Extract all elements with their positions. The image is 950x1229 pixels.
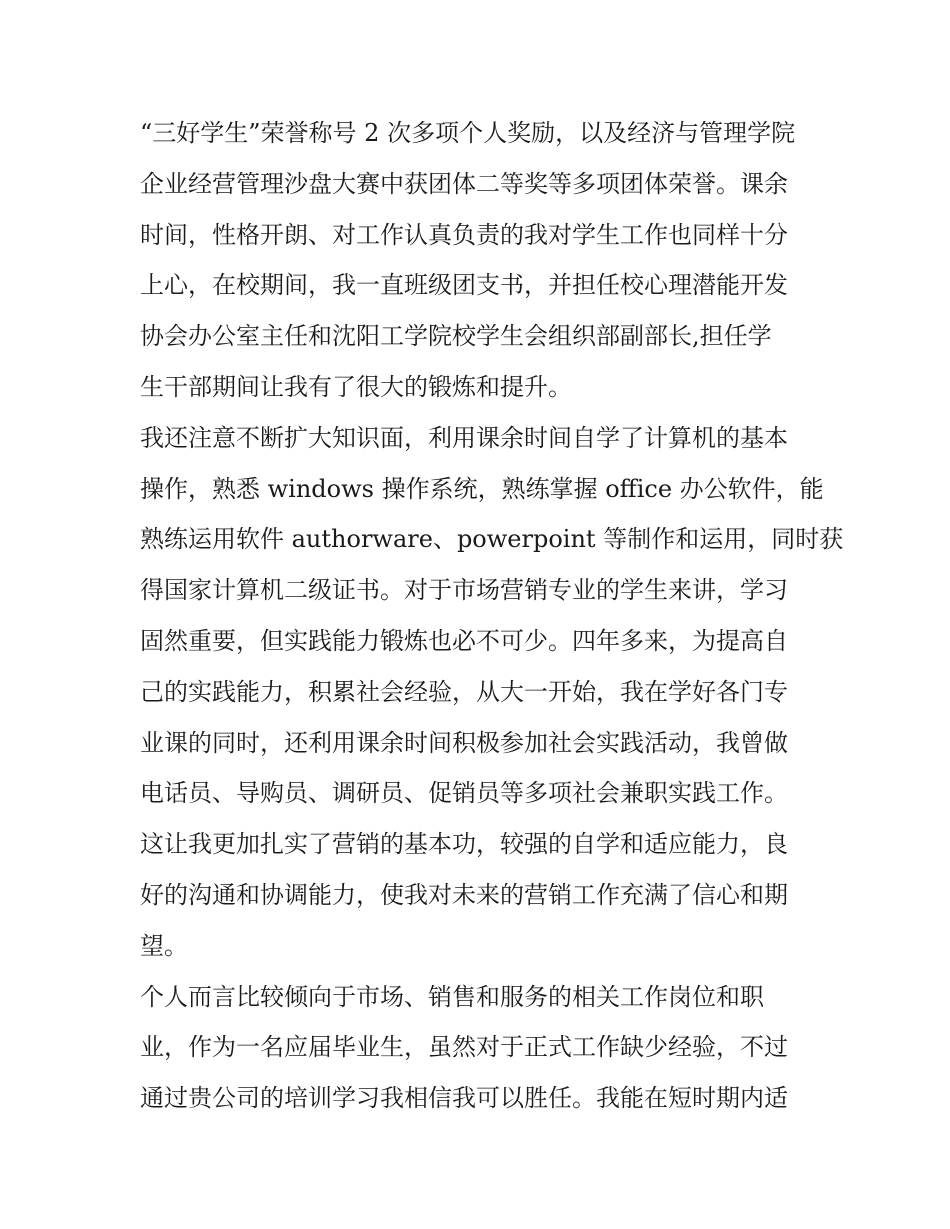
text-line: 得国家计算机二级证书。对于市场营销专业的学生来讲，学习 [140, 576, 788, 605]
text-line: 业课的同时，还利用课余时间积极参加社会实践活动，我曾做 [140, 728, 788, 757]
text-line: 通过贵公司的培训学习我相信我可以胜任。我能在短时期内适 [140, 1084, 788, 1113]
text-line: 上心，在校期间，我一直班级团支书，并担任校心理潜能开发 [140, 271, 788, 300]
text-line: 协会办公室主任和沈阳工学院校学生会组织部副部长,担任学 [140, 322, 772, 351]
text-line: 生干部期间让我有了很大的锻炼和提升。 [140, 372, 572, 401]
text-line: 时间，性格开朗、对工作认真负责的我对学生工作也同样十分 [140, 220, 788, 249]
text-line: 业，作为一名应届毕业生，虽然对于正式工作缺少经验，不过 [140, 1033, 788, 1062]
text-line: 好的沟通和协调能力，使我对未来的营销工作充满了信心和期 [140, 880, 788, 909]
text-line: 企业经营管理沙盘大赛中获团体二等奖等多项团体荣誉。课余 [140, 169, 788, 198]
text-line: 己的实践能力，积累社会经验，从大一开始，我在学好各门专 [140, 677, 788, 706]
text-line: 这让我更加扎实了营销的基本功，较强的自学和适应能力，良 [140, 830, 788, 859]
text-line: 望。 [140, 931, 188, 960]
text-line: 我还注意不断扩大知识面，利用课余时间自学了计算机的基本 [140, 423, 788, 452]
text-line: 熟练运用软件 authorware、powerpoint 等制作和运用，同时获 [140, 525, 844, 554]
text-line: 操作，熟悉 windows 操作系统，熟练掌握 office 办公软件，能 [140, 474, 824, 503]
text-line: 个人而言比较倾向于市场、销售和服务的相关工作岗位和职 [140, 982, 764, 1011]
text-line: “三好学生”荣誉称号 2 次多项个人奖励，以及经济与管理学院 [140, 119, 796, 147]
document-body [140, 108, 844, 1124]
text-line: 电话员、导购员、调研员、促销员等多项社会兼职实践工作。 [140, 779, 788, 808]
text-line: 固然重要，但实践能力锻炼也必不可少。四年多来，为提高自 [140, 626, 788, 655]
